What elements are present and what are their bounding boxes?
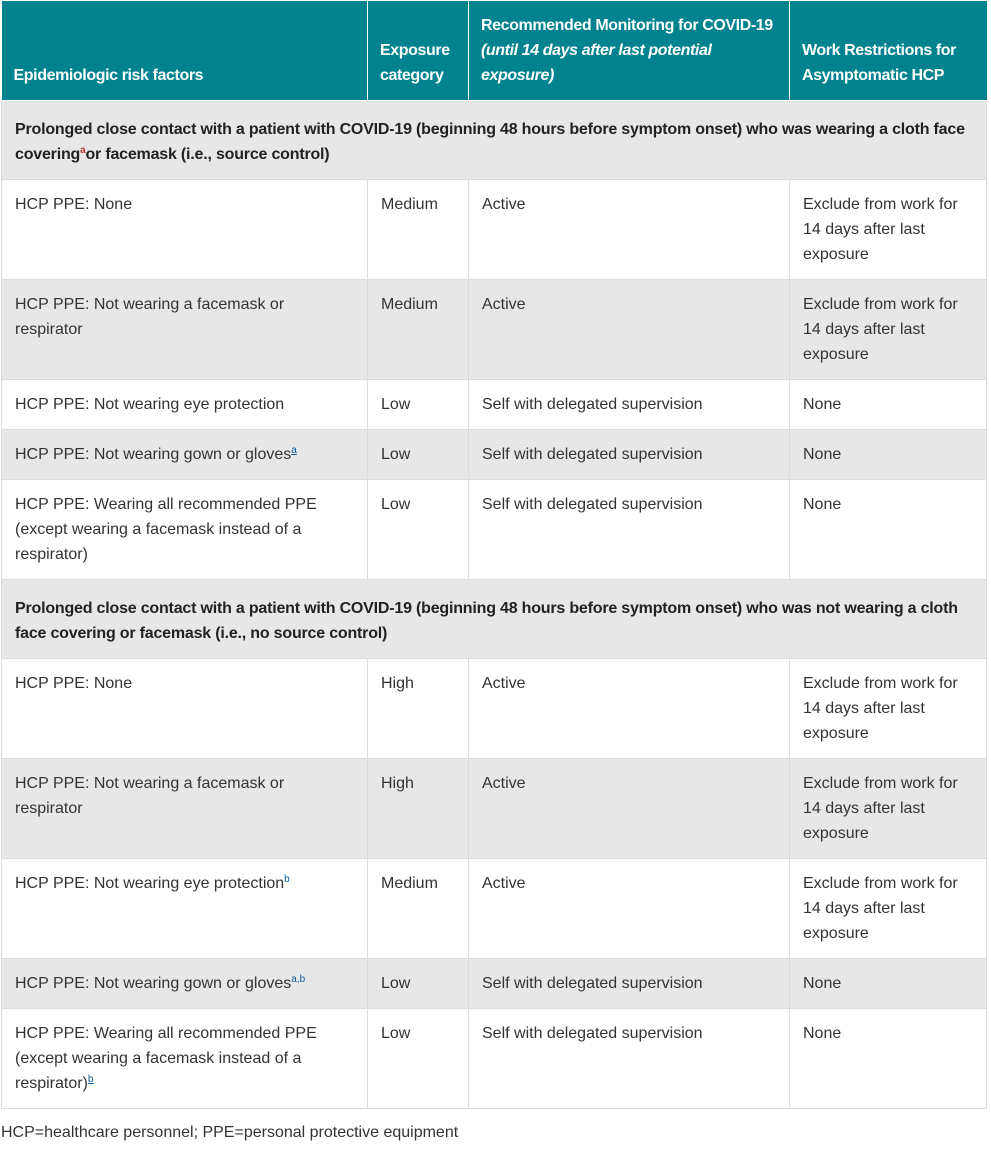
- risk-factor-cell: HCP PPE: None: [2, 180, 368, 280]
- table-header-row: [2, 1, 987, 101]
- work-restriction-cell: Exclude from work for 14 days after last exposure: [790, 180, 987, 280]
- risk-factor-cell: HCP PPE: None: [2, 659, 368, 759]
- table-row: [2, 659, 987, 759]
- work-restriction-cell: Exclude from work for 14 days after last exposure: [790, 859, 987, 959]
- risk-factor-cell: HCP PPE: Not wearing eye protection$^b$: [2, 859, 368, 959]
- risk-factor-cell: HCP PPE: Wearing all recommended PPE (except wearing a facemask instead of a respirator): [2, 480, 368, 580]
- header-monitoring: [469, 1, 790, 101]
- table-row: [2, 180, 987, 280]
- exposure-category-cell: Medium: [368, 180, 469, 280]
- monitoring-cell: Active: [469, 280, 790, 380]
- exposure-category-cell: High: [368, 759, 469, 859]
- table-row: [2, 759, 987, 859]
- work-restriction-cell: None: [790, 480, 987, 580]
- table-row: [2, 430, 987, 480]
- footnote-ref[interactable]: b: [284, 874, 290, 885]
- footnote-ref[interactable]: b: [87, 1074, 94, 1085]
- monitoring-cell: Self with delegated supervision: [469, 1009, 790, 1109]
- exposure-category-cell: Medium: [368, 280, 469, 380]
- group-label: Prolonged close contact with a patient with COVID-19 (beginning 48 hours before symptom onset) who was wearing a cloth face covering$^a$or facemask (i.e., source control): [2, 101, 987, 180]
- work-restriction-cell: None: [790, 430, 987, 480]
- header-exposure-category: Exposure category: [368, 1, 469, 101]
- table-row: [2, 280, 987, 380]
- table-row: [2, 859, 987, 959]
- table-row: [2, 959, 987, 1009]
- footnote-ref[interactable]: a,b: [291, 974, 306, 985]
- exposure-category-cell: Low: [368, 380, 469, 430]
- header-work-restrictions: Work Restrictions for Asymptomatic HCP: [790, 1, 987, 101]
- work-restriction-cell: None: [790, 380, 987, 430]
- monitoring-cell: Active: [469, 859, 790, 959]
- table-row: [2, 1009, 987, 1109]
- exposure-category-cell: Medium: [368, 859, 469, 959]
- exposure-category-cell: Low: [368, 959, 469, 1009]
- header-risk-factors: Epidemiologic risk factors: [2, 1, 368, 101]
- group-label: Prolonged close contact with a patient with COVID-19 (beginning 48 hours before symptom onset) who was not wearing a cloth face covering or facemask (i.e., no source control): [2, 580, 987, 659]
- monitoring-cell: Self with delegated supervision: [469, 380, 790, 430]
- monitoring-cell: Active: [469, 759, 790, 859]
- monitoring-cell: Self with delegated supervision: [469, 430, 790, 480]
- footnote-ref[interactable]: a: [80, 145, 86, 156]
- risk-factor-cell: HCP PPE: Not wearing eye protection: [2, 380, 368, 430]
- exposure-category-cell: Low: [368, 430, 469, 480]
- table-row: [2, 380, 987, 430]
- risk-factor-cell: HCP PPE: Not wearing a facemask or respirator: [2, 280, 368, 380]
- header-monitoring-italic: (until 14 days after last potential exposure): [481, 42, 712, 84]
- monitoring-cell: Self with delegated supervision: [469, 480, 790, 580]
- group-row-source-control: [2, 101, 987, 180]
- work-restriction-cell: Exclude from work for 14 days after last exposure: [790, 659, 987, 759]
- risk-factor-cell: HCP PPE: Not wearing gown or gloves$^{a,b}$: [2, 959, 368, 1009]
- risk-factor-cell: HCP PPE: Not wearing a facemask or respirator: [2, 759, 368, 859]
- work-restriction-cell: Exclude from work for 14 days after last exposure: [790, 759, 987, 859]
- risk-assessment-table: [1, 1, 987, 1109]
- work-restriction-cell: None: [790, 959, 987, 1009]
- exposure-category-cell: Low: [368, 1009, 469, 1109]
- exposure-category-cell: High: [368, 659, 469, 759]
- monitoring-cell: Active: [469, 659, 790, 759]
- header-monitoring-main: Recommended Monitoring for COVID-19: [481, 17, 773, 34]
- abbreviations-note: HCP=healthcare personnel; PPE=personal protective equipment: [1, 1124, 459, 1141]
- table-row: [2, 480, 987, 580]
- work-restriction-cell: Exclude from work for 14 days after last exposure: [790, 280, 987, 380]
- group-row-no-source-control: [2, 580, 987, 659]
- risk-factor-cell: HCP PPE: Not wearing gown or gloves$^a$: [2, 430, 368, 480]
- risk-factor-cell: HCP PPE: Wearing all recommended PPE (except wearing a facemask instead of a respirator)$^b$: [2, 1009, 368, 1109]
- monitoring-cell: Self with delegated supervision: [469, 959, 790, 1009]
- monitoring-cell: Active: [469, 180, 790, 280]
- exposure-category-cell: Low: [368, 480, 469, 580]
- footnote-ref[interactable]: a: [291, 445, 297, 456]
- work-restriction-cell: None: [790, 1009, 987, 1109]
